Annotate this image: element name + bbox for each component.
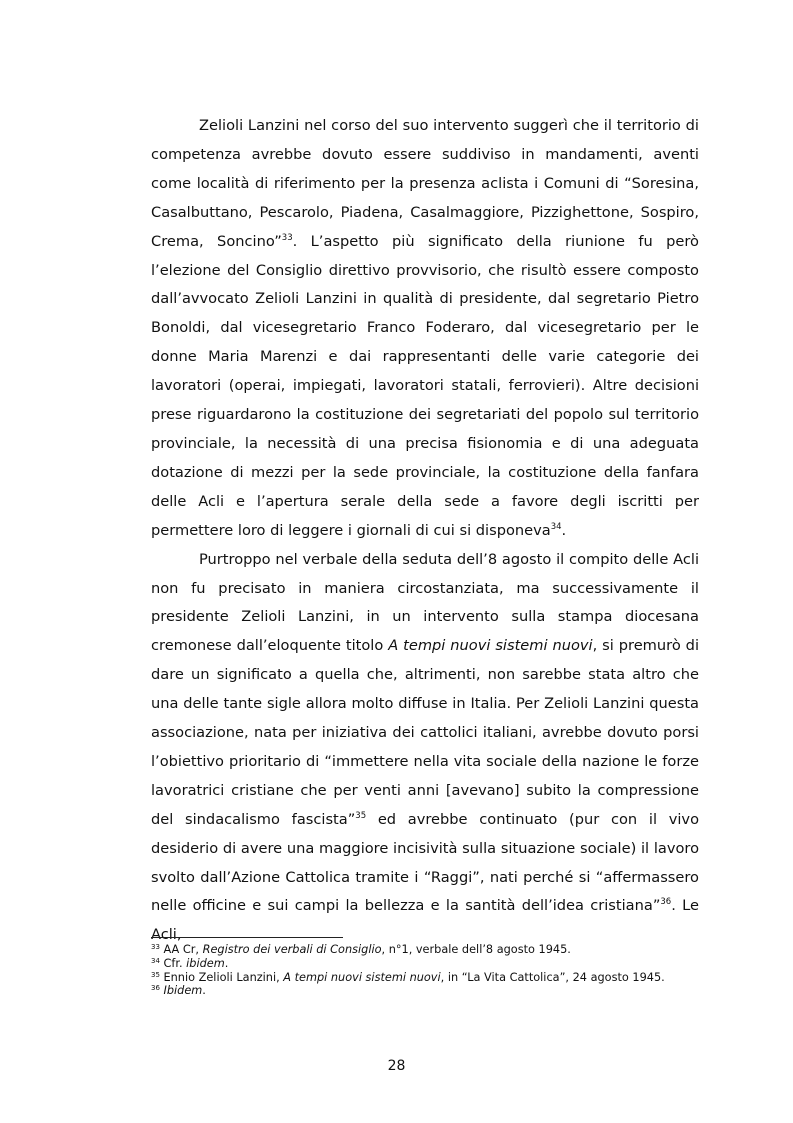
- text-run: .: [224, 956, 229, 970]
- footnote-ref: 34: [151, 956, 160, 965]
- text-run: .: [202, 984, 206, 998]
- text-run: , si premurò di dare un significato a quella che, altrimenti, non sarebbe stata altro che una delle tante sigle allora molto diffuse in Italia. Per Zelioli Lanzini questa associazione, nata per iniziativa dei cattolici italiani, avrebbe dovuto porsi l’obiettivo prioritario di “immettere nella vita sociale della nazione le forze lavoratrici cristiane che per venti anni [avevano] subito la compressione del sindacalismo fascista”: [151, 637, 700, 828]
- italic-text: Ibidem: [163, 984, 203, 998]
- text-run: Cfr.: [159, 956, 187, 970]
- footnote-ref: 34: [550, 521, 562, 532]
- footnote-ref: 35: [355, 810, 367, 821]
- text-run: ed avrebbe continuato (pur con il vivo desiderio di avere una maggiore incisività sulla situazione sociale) il lavoro svolto dall’Azione Cattolica tramite i “Raggi”, nati perché si “affermassero nelle officine e sui campi la bellezza e la santità dell’idea cristiana”: [151, 810, 699, 915]
- italic-text: A tempi nuovi sistemi nuovi: [388, 637, 593, 655]
- footnotes: [151, 943, 711, 998]
- text-run: , n°1, verbale dell’8 agosto 1945.: [381, 943, 571, 956]
- paragraph: [151, 112, 699, 546]
- text-run: AA Cr,: [159, 943, 203, 956]
- text-run: , in “La Vita Cattolica”, 24 agosto 1945.: [440, 970, 665, 984]
- italic-text: ibidem: [186, 956, 225, 970]
- footnote-ref: 33: [151, 943, 160, 951]
- footnote-divider: [151, 937, 343, 938]
- text-run: Purtroppo nel verbale della seduta dell’8 agosto il compito delle Acli non fu precisato in maniera circostanziata, ma successivamente il presidente Zelioli Lanzini, in un intervento sulla stampa diocesana cremonese dall’eloquente titolo: [151, 550, 699, 655]
- text-run: . L’aspetto più significato della riunione fu però l’elezione del Consiglio direttivo provvisorio, che risultò essere composto dall’avvocato Zelioli Lanzini in qualità di presidente, dal segretario Pietro Bonoldi, dal vicesegretario Franco Foderaro, dal vicesegretario per le donne Maria Marenzi e dai rappresentanti delle varie categorie dei lavoratori (operai, impiegati, lavoratori statali, ferrovieri). Altre decisioni prese riguardarono la costituzione dei segretariati del popolo sul territorio provinciale, la necessità di una precisa fisionomia e di una adeguata dotazione di mezzi per la sede provinciale, la costituzione della fanfara delle Acli e l’apertura serale della sede a favore degli iscritti per permettere loro di leggere i giornali di cui si disponeva: [151, 232, 699, 539]
- footnote: [151, 943, 711, 957]
- paragraph: [151, 546, 699, 951]
- italic-text: A tempi nuovi sistemi nuovi: [283, 970, 441, 984]
- text-run: .: [561, 521, 567, 539]
- footnote-ref: 36: [151, 984, 160, 993]
- body-text: [151, 112, 699, 950]
- footnote-ref: 35: [151, 970, 160, 979]
- footnote-ref: 36: [660, 897, 672, 908]
- text-run: Ennio Zelioli Lanzini,: [159, 970, 284, 984]
- text-run: . Le Acli,: [151, 897, 699, 944]
- text-run: Zelioli Lanzini nel corso del suo intervento suggerì che il territorio di competenza avrebbe dovuto essere suddiviso in mandamenti, aventi come località di riferimento per la presenza aclista i Comuni di “Soresina, Casalbuttano, Pescarolo, Piadena, Casalmaggiore, Pizzighettone, Sospiro, Crema, Soncino”: [151, 117, 699, 250]
- footnote-ref: 33: [281, 232, 293, 243]
- footnote: [151, 984, 711, 998]
- italic-text: Registro dei verbali di Consiglio: [202, 943, 382, 956]
- page-number: 28: [387, 1058, 406, 1074]
- footnote: [151, 957, 711, 971]
- footnote: [151, 971, 711, 985]
